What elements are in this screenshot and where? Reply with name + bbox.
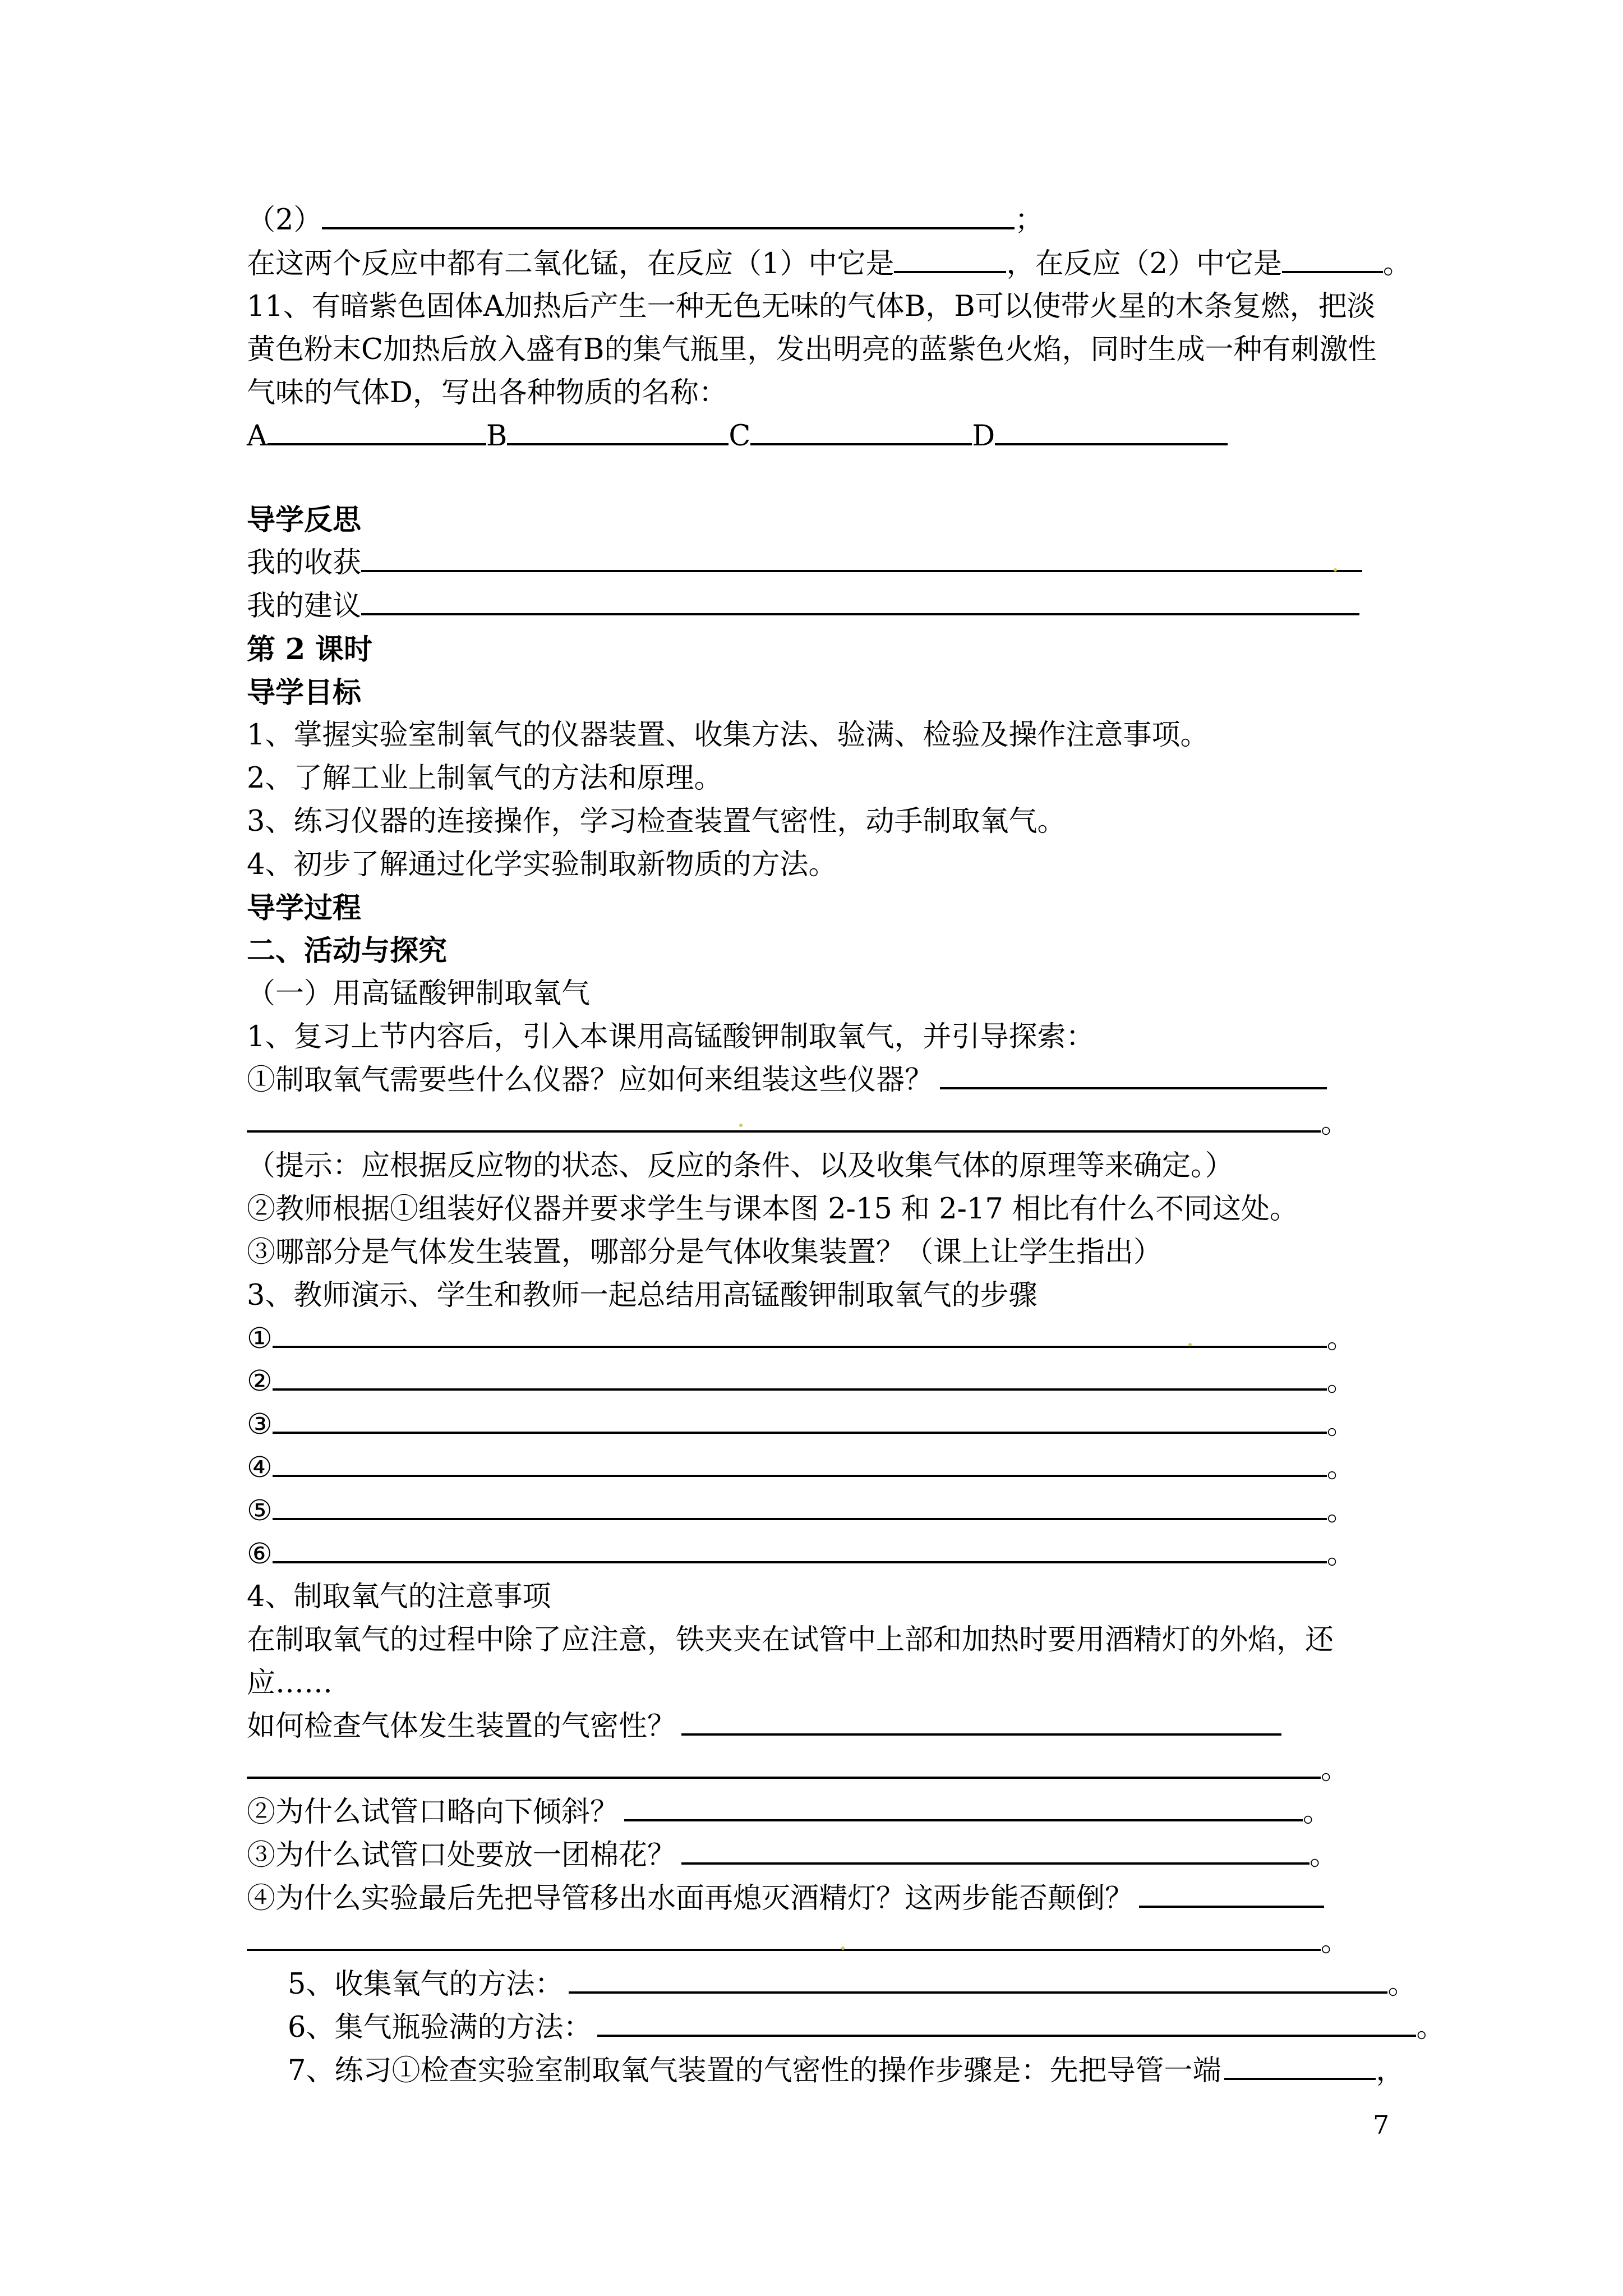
- question-2: ②教师根据①组装好仪器并要求学生与课本图 2-15 和 2-17 相比有什么不同这处。: [247, 1193, 1299, 1226]
- paragraph-4-line-1: 在制取氧气的过程中除了应注意，铁夹夹在试管中上部和加热时要用酒精灯的外焰，还: [247, 1623, 1334, 1657]
- hint-line: （提示：应根据反应物的状态、反应的条件、以及收集气体的原理等来确定。）: [247, 1149, 1234, 1182]
- paragraph-7: 7、练习①检查实验室制取氧气装置的气密性的操作步骤是：先把导管一端 ，: [288, 2050, 1404, 2092]
- note-question-2: ②为什么试管口略向下倾斜？ 。: [247, 1791, 1331, 1834]
- paragraph-4-line-2: 应……: [247, 1667, 333, 1700]
- line-mno2-role: 在这两个反应中都有二氧化锰，在反应（1）中它是 ，在反应（2）中它是 。: [247, 243, 1412, 286]
- answer-blank[interactable]: [273, 1535, 1327, 1563]
- paragraph-3: 3、教师演示、学生和教师一起总结用高锰酸钾制取氧气的步骤: [247, 1279, 1038, 1312]
- answer-blank[interactable]: [247, 1923, 1321, 1951]
- note-question-4: ④为什么实验最后先把导管移出水面再熄灭酒精灯？这两步能否颠倒？: [247, 1878, 1324, 1920]
- question-11-line-2: 黄色粉末C加热后放入盛有B的集气瓶里，发出明亮的蓝紫色火焰，同时生成一种有刺激性: [247, 333, 1377, 366]
- goal-1: 1、掌握实验室制氧气的仪器装置、收集方法、验满、检验及操作注意事项。: [247, 719, 1209, 752]
- substance-names-row: A B C D: [247, 415, 1228, 458]
- scan-speck: [739, 1124, 743, 1127]
- goal-4: 4、初步了解通过化学实验制取新物质的方法。: [247, 848, 837, 881]
- question-1: ①制取氧气需要些什么仪器？应如何来组装这些仪器？: [247, 1059, 1327, 1102]
- section-kmno4: （一）用高锰酸钾制取氧气: [247, 977, 591, 1010]
- question-11-line-3: 气味的气体D，写出各种物质的名称：: [247, 376, 727, 409]
- answer-blank[interactable]: [1224, 2052, 1376, 2080]
- answer-blank[interactable]: [247, 1105, 1321, 1133]
- line-reaction-2: （2） ；: [247, 199, 1043, 242]
- answer-blank[interactable]: [1139, 1880, 1324, 1908]
- answer-blank[interactable]: [361, 587, 1359, 615]
- scan-speck: [1334, 568, 1337, 572]
- line-my-suggestion: 我的建议: [247, 585, 1359, 628]
- paragraph-4: 4、制取氧气的注意事项: [247, 1580, 551, 1613]
- answer-blank[interactable]: [273, 1406, 1327, 1434]
- paragraph-1: 1、复习上节内容后，引入本课用高锰酸钾制取氧气，并引导探索：: [247, 1020, 1095, 1053]
- heading-reflection: 导学反思: [247, 503, 362, 537]
- heading-goals: 导学目标: [247, 676, 362, 710]
- step-line: ④ 。: [247, 1447, 1355, 1489]
- step-line: ③ 。: [247, 1404, 1355, 1446]
- answer-blank[interactable]: [273, 1320, 1327, 1348]
- step-line: ② 。: [247, 1360, 1355, 1403]
- step-line: ① 。: [247, 1318, 1355, 1360]
- goal-2: 2、了解工业上制氧气的方法和原理。: [247, 762, 723, 795]
- scan-speck: [841, 1947, 845, 1950]
- answer-blank[interactable]: [597, 2009, 1416, 2037]
- answer-blank[interactable]: [247, 1751, 1321, 1779]
- question-1-continued: 。: [247, 1102, 1349, 1145]
- question-3: ③哪部分是气体发生装置，哪部分是气体收集装置？（课上让学生指出）: [247, 1236, 1163, 1269]
- answer-blank[interactable]: [681, 1708, 1281, 1736]
- answer-blank[interactable]: [322, 201, 1015, 229]
- answer-blank[interactable]: [894, 245, 1006, 273]
- answer-blank[interactable]: [1282, 245, 1383, 273]
- heading-process: 导学过程: [247, 891, 362, 925]
- answer-blank-a[interactable]: [268, 417, 486, 445]
- answer-blank[interactable]: [624, 1793, 1303, 1821]
- answer-blank[interactable]: [361, 544, 1362, 572]
- answer-blank[interactable]: [273, 1449, 1327, 1477]
- step-line: ⑥ 。: [247, 1533, 1355, 1576]
- page-number: 7: [1373, 2110, 1390, 2140]
- heading-lesson-2: 第 2 课时: [247, 633, 372, 666]
- paragraph-6: 6、集气瓶验满的方法： 。: [288, 2007, 1445, 2049]
- question-11-line-1: 11、有暗紫色固体A加热后产生一种无色无味的气体B，B可以使带火星的木条复燃，把淡: [247, 290, 1376, 323]
- note-question-4-continued: 。: [247, 1921, 1349, 1963]
- answer-blank[interactable]: [681, 1837, 1310, 1865]
- step-line: ⑤ 。: [247, 1490, 1355, 1533]
- heading-activity: 二、活动与探究: [247, 934, 448, 968]
- note-question-1: 如何检查气体发生装置的气密性？: [247, 1705, 1281, 1748]
- line-my-gain: 我的收获: [247, 542, 1362, 585]
- answer-blank[interactable]: [273, 1492, 1327, 1520]
- note-question-3: ③为什么试管口处要放一团棉花？ 。: [247, 1834, 1338, 1877]
- answer-blank[interactable]: [940, 1061, 1327, 1089]
- note-question-1-continued: 。: [247, 1749, 1349, 1791]
- paragraph-5: 5、收集氧气的方法： 。: [288, 1963, 1416, 2006]
- goal-3: 3、练习仪器的连接操作，学习检查装置气密性，动手制取氧气。: [247, 805, 1066, 838]
- answer-blank-c[interactable]: [750, 417, 972, 445]
- answer-blank[interactable]: [569, 1966, 1387, 1994]
- scan-speck: [1188, 1343, 1192, 1346]
- answer-blank-b[interactable]: [507, 417, 728, 445]
- answer-blank[interactable]: [273, 1363, 1327, 1391]
- answer-blank-d[interactable]: [995, 417, 1228, 445]
